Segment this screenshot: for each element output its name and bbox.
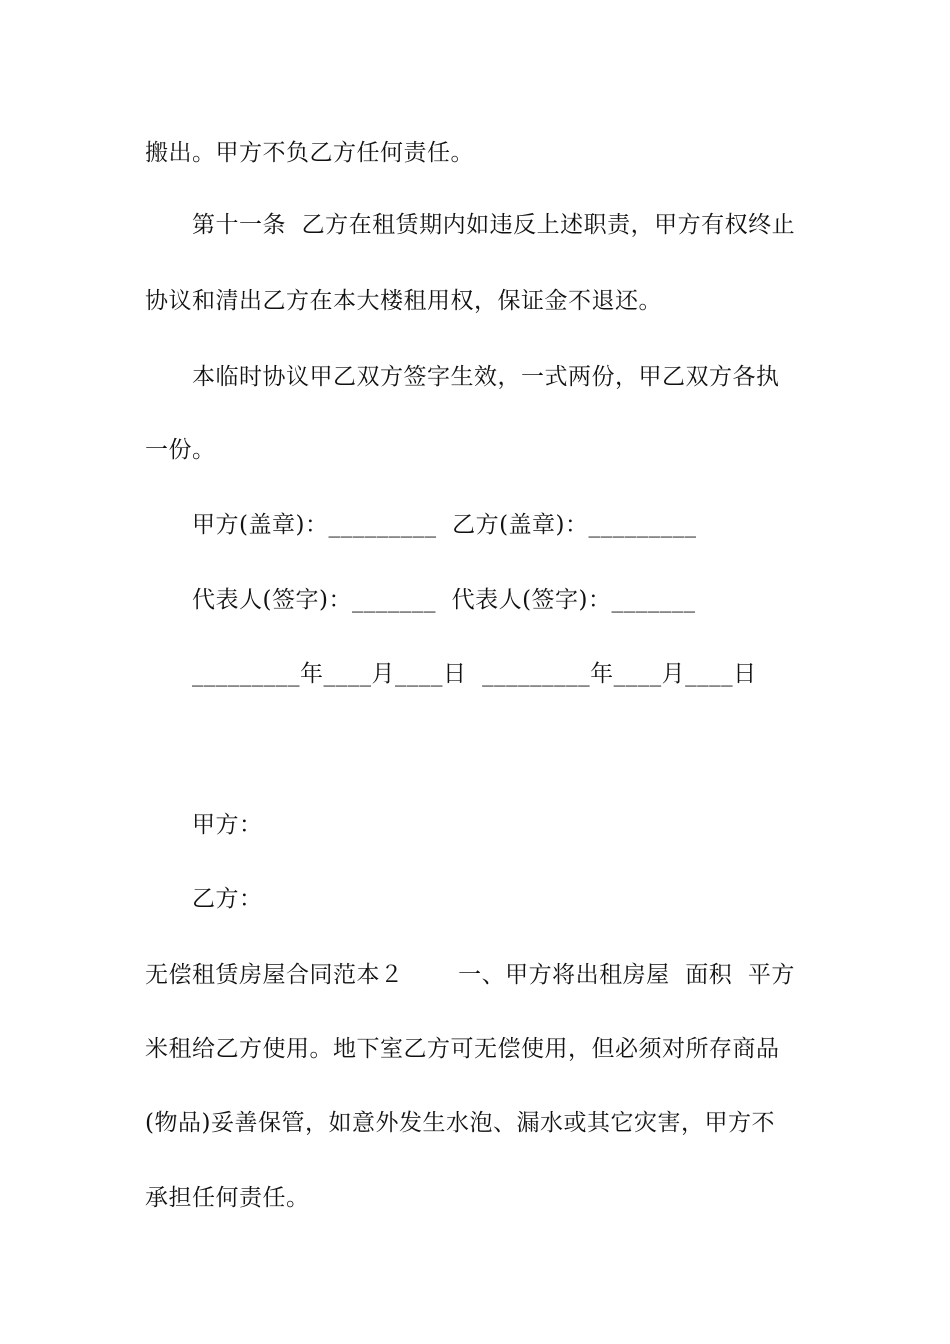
representative-signature-line: 代表人(签字)：_______ 代表人(签字)：_______ [192,587,696,613]
contract-template-2-line-4: 承担任何责任。 [145,1185,310,1211]
date-line: _________年____月____日 _________年____月____日 [192,661,757,687]
party-a-label: 甲方： [192,812,263,838]
party-b-label: 乙方： [192,886,263,912]
contract-template-2-line-3: (物品)妥善保管，如意外发生水泡、漏水或其它灾害，甲方不 [145,1110,775,1136]
seal-signature-line: 甲方(盖章)：_________ 乙方(盖章)：_________ [192,512,697,538]
article-eleven-line-2: 协议和清出乙方在本大楼租用权，保证金不退还。 [145,288,662,314]
paragraph-line: 搬出。甲方不负乙方任何责任。 [145,140,474,166]
agreement-effective-line-1: 本临时协议甲乙双方签字生效，一式两份，甲乙双方各执 [192,364,780,390]
contract-template-2-line-2: 米租给乙方使用。地下室乙方可无偿使用，但必须对所存商品 [145,1036,780,1062]
article-eleven-line-1: 第十一条 乙方在租赁期内如违反上述职责，甲方有权终止 [192,212,796,238]
agreement-effective-line-2: 一份。 [145,437,216,463]
contract-template-2-line-1: 无偿租赁房屋合同范本２ 一、甲方将出租房屋 面积 平方 [145,962,795,988]
